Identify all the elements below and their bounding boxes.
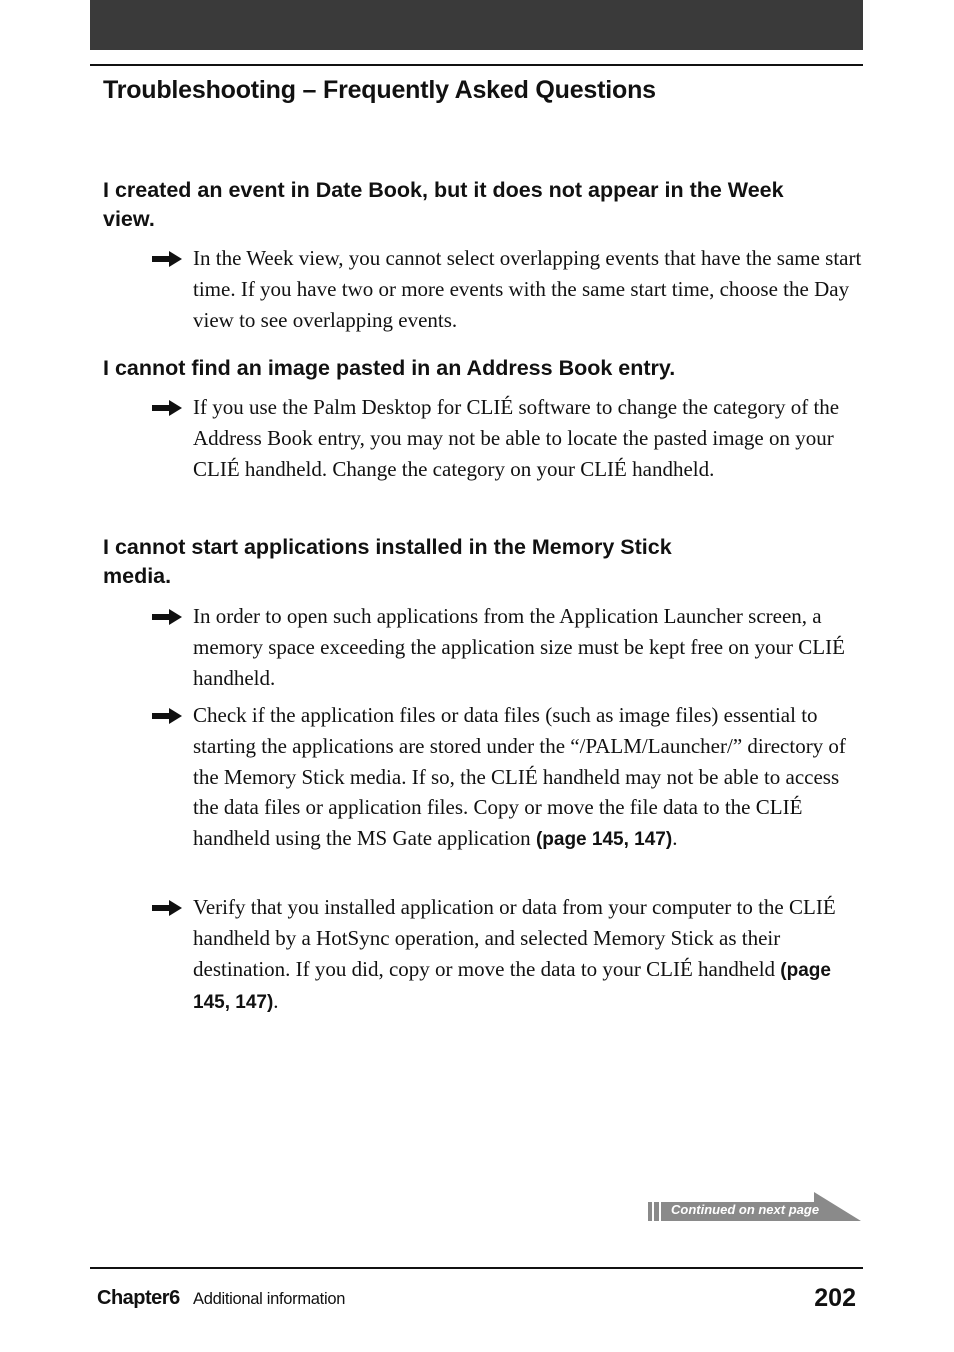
- chapter-title: Additional information: [193, 1290, 346, 1308]
- faq-answer: [152, 243, 862, 335]
- arrow-right-icon: [152, 900, 182, 916]
- answer-text: If you use the Palm Desktop for CLIÉ software to change the category of the Address Book entry, you may not be able to locate the pasted image on your CLIÉ handheld. Change the category on your CLIÉ handheld.: [193, 395, 840, 481]
- page-reference[interactable]: (page 145, 147): [193, 959, 831, 1014]
- page-number: 202: [814, 1284, 856, 1312]
- arrow-right-icon: [152, 400, 182, 416]
- page-reference[interactable]: (page 145, 147): [535, 829, 673, 851]
- faq-question: I created an event in Date Book, but it does not appear in the Week view.: [103, 178, 784, 231]
- continued-label: Continued on next page: [671, 1202, 820, 1217]
- faq-answer: [152, 601, 862, 693]
- faq-answer: [152, 392, 862, 484]
- arrow-right-icon: [152, 708, 182, 724]
- section-title: Troubleshooting – Frequently Asked Questions: [103, 76, 656, 104]
- faq-answer: [152, 892, 862, 1019]
- answer-text: In the Week view, you cannot select overlapping events that have the same start time. If you have two or more events with the same start time, choose the Day view to see overlapping events.: [193, 246, 862, 332]
- arrow-right-icon: [152, 609, 182, 625]
- faq-answer: [152, 700, 862, 856]
- footer-rule: [90, 1267, 863, 1269]
- answer-text: Check if the application files or data files (such as image files) essential to starting the applications are stored under the “/PALM/Launcher/” directory of the Memory Stick media. If so, the CLIÉ handheld may not be able to access the data files or application files. Copy or move the file data to the CLIÉ handheld using the MS Gate application (page 145, 147).: [193, 703, 846, 851]
- answer-text: Verify that you installed application or data from your computer to the CLIÉ handheld by a HotSync operation, and selected Memory Stick as their destination. If you did, copy or move the data to your CLIÉ handheld (page 145, 147).: [193, 895, 836, 1014]
- header-bar: [90, 0, 863, 50]
- faq-question: I cannot start applications installed in the Memory Stick media.: [103, 535, 672, 588]
- chapter-label: Chapter6: [97, 1287, 180, 1309]
- header-rule: [90, 64, 863, 66]
- answer-text: In order to open such applications from the Application Launcher screen, a memory space exceeding the application size must be kept free on your CLIÉ handheld.: [193, 604, 845, 690]
- arrow-right-icon: [152, 251, 182, 267]
- faq-question: I cannot find an image pasted in an Address Book entry.: [103, 356, 676, 380]
